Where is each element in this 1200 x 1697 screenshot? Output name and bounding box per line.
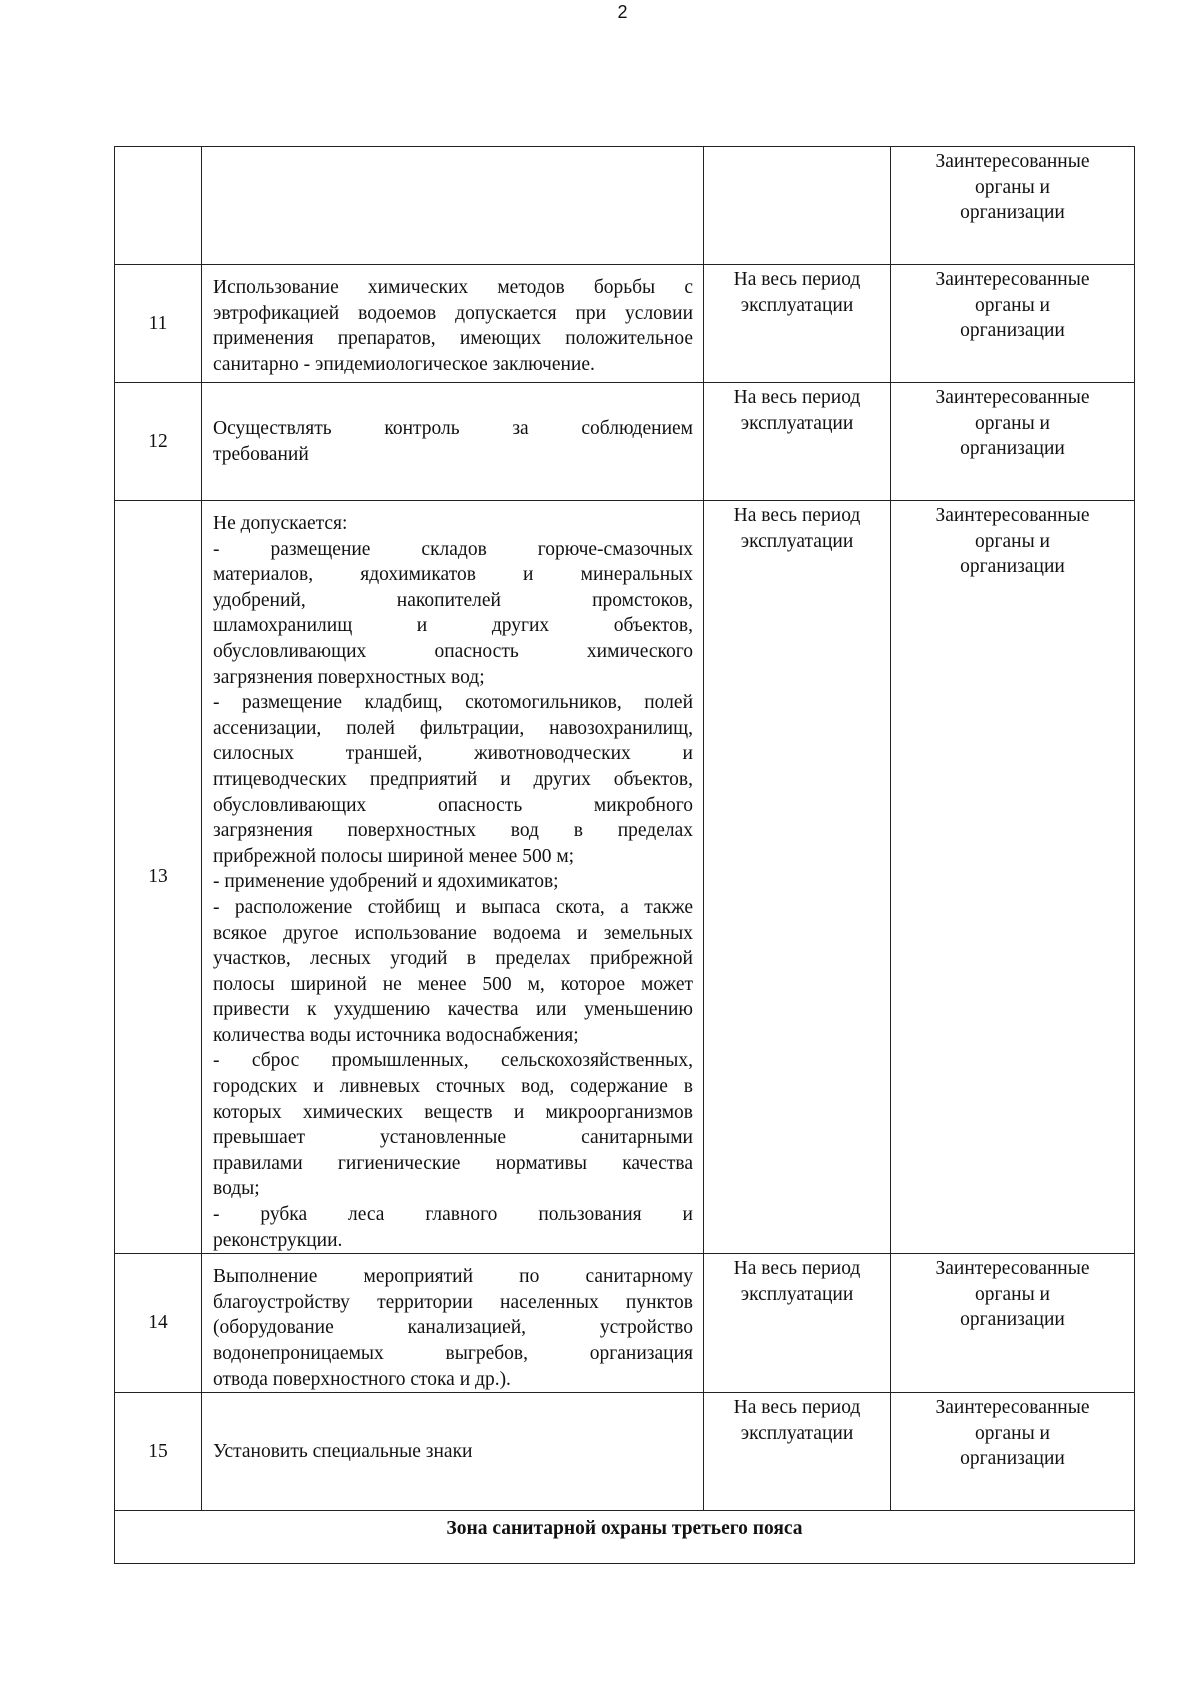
table-row: [115, 1254, 1135, 1393]
text-line: водонепроницаемых выгребов, организация: [213, 1343, 693, 1364]
text-line: загрязнения поверхностных вод;: [213, 666, 485, 688]
text-line: реконструкции.: [213, 1229, 343, 1251]
term-cell: [704, 1393, 891, 1511]
responsible-line: органы и: [974, 530, 1050, 552]
responsible-line: организации: [960, 1448, 1065, 1470]
row-number: 14: [115, 1254, 202, 1393]
term-line: эксплуатации: [740, 294, 854, 316]
term-cell: [704, 1254, 891, 1393]
responsible-line: органы и: [974, 294, 1050, 316]
text-line: привести к ухудшению качества или уменьшению: [213, 999, 693, 1021]
text-line: птицеводческих предприятий и других объектов,: [213, 768, 693, 790]
responsible-line: Заинтересованные: [935, 505, 1090, 526]
measure-text: [202, 383, 704, 501]
text-line: полосы шириной не менее 500 м, которое может: [213, 973, 693, 995]
text-line: материалов, ядохимикатов и минеральных: [213, 564, 693, 586]
term-line: эксплуатации: [740, 1283, 854, 1305]
text-line: - рубка леса главного пользования и: [213, 1204, 693, 1226]
text-line: загрязнения поверхностных вод в пределах: [213, 820, 693, 842]
text-line: Осуществлять контроль за соблюдением: [213, 417, 693, 439]
text-line: - размещение складов горюче-смазочных: [213, 538, 693, 560]
responsible-cell: [891, 383, 1135, 501]
responsible-cell: [891, 265, 1135, 383]
responsible-line: Заинтересованные: [935, 1397, 1090, 1419]
responsible-cell: [891, 147, 1135, 265]
text-line: участков, лесных угодий в пределах прибрежной: [213, 948, 693, 970]
row-number: 15: [115, 1393, 202, 1511]
responsible-line: Заинтересованные: [935, 269, 1090, 290]
term-line: На весь период: [733, 1258, 861, 1280]
responsible-line: органы и: [974, 1283, 1050, 1305]
text-line: обусловливающих опасность микробного: [213, 794, 693, 816]
text-line: - применение удобрений и ядохимикатов;: [213, 871, 559, 893]
responsible-cell: [891, 1393, 1135, 1511]
text-line: всякое другое использование водоема и земельных: [213, 922, 693, 944]
term-line: На весь период: [733, 387, 861, 408]
measure-text: [202, 1393, 704, 1511]
row-number: [115, 147, 202, 265]
text-line: обусловливающих опасность химического: [213, 640, 693, 662]
term-line: эксплуатации: [740, 412, 854, 434]
responsible-line: органы и: [974, 1422, 1050, 1444]
term-cell: [704, 383, 891, 501]
text-line: превышает установленные санитарными: [213, 1127, 693, 1149]
table-row: [115, 1393, 1135, 1511]
zone-heading: Зона санитарной охраны третьего пояса: [115, 1511, 1135, 1564]
term-cell: [704, 147, 891, 265]
measure-text: [202, 501, 704, 1254]
responsible-line: организации: [960, 1309, 1065, 1331]
text-line: количества воды источника водоснабжения;: [213, 1024, 579, 1046]
text-line: ассенизации, полей фильтрации, навозохранилищ,: [213, 717, 693, 739]
page-number: 2: [617, 2, 628, 22]
term-cell: [704, 265, 891, 383]
text-line: - размещение кладбищ, скотомогильников, полей: [213, 692, 693, 714]
responsible-line: органы и: [974, 176, 1050, 198]
table-row: [115, 265, 1135, 383]
text-line: удобрений, накопителей промстоков,: [213, 589, 693, 611]
term-line: На весь период: [733, 505, 861, 526]
text-line: санитарно - эпидемиологическое заключение.: [213, 353, 595, 375]
responsible-line: организации: [960, 438, 1065, 460]
text-line: городских и ливневых сточных вод, содержание в: [213, 1076, 693, 1098]
responsible-line: Заинтересованные: [935, 151, 1090, 172]
text-line: Не допускается:: [213, 513, 348, 534]
text-line: - сброс промышленных, сельскохозяйственных,: [213, 1050, 693, 1072]
row-number: 13: [115, 501, 202, 1254]
measure-text: [202, 147, 704, 265]
responsible-line: организации: [960, 320, 1065, 342]
measure-text: [202, 1254, 704, 1393]
table-row: [115, 147, 1135, 265]
table-row: [115, 501, 1135, 1254]
term-line: На весь период: [733, 1397, 861, 1419]
text-line: применения препаратов, имеющих положительное: [213, 328, 693, 350]
responsible-cell: [891, 1254, 1135, 1393]
responsible-line: Заинтересованные: [935, 387, 1090, 408]
text-line: требований: [213, 443, 309, 465]
measures-table: [114, 146, 1135, 1564]
text-line: прибрежной полосы шириной менее 500 м;: [213, 845, 575, 867]
term-cell: [704, 501, 891, 1254]
term-line: эксплуатации: [740, 1422, 854, 1444]
responsible-line: органы и: [974, 412, 1050, 434]
table-row: [115, 383, 1135, 501]
text-line: - расположение стойбищ и выпаса скота, а также: [213, 896, 693, 918]
text-line: Использование химических методов борьбы с: [213, 277, 693, 298]
term-line: эксплуатации: [740, 530, 854, 552]
text-line: Выполнение мероприятий по санитарному: [213, 1266, 693, 1288]
text-line: которых химических веществ и микроорганизмов: [213, 1101, 693, 1123]
text-line: отвода поверхностного стока и др.).: [213, 1368, 511, 1390]
responsible-line: организации: [960, 556, 1065, 578]
row-number: 11: [115, 265, 202, 383]
zone-heading-row: [115, 1511, 1135, 1564]
text-line: благоустройству территории населенных пунктов: [213, 1291, 693, 1313]
text-line: Установить специальные знаки: [213, 1440, 473, 1462]
responsible-line: Заинтересованные: [935, 1258, 1090, 1280]
term-line: На весь период: [733, 269, 861, 290]
responsible-cell: [891, 501, 1135, 1254]
text-line: шламохранилищ и других объектов,: [213, 615, 693, 637]
text-line: (оборудование канализацией, устройство: [213, 1317, 693, 1339]
text-line: эвтрофикацией водоемов допускается при условии: [213, 302, 693, 324]
row-number: 12: [115, 383, 202, 501]
text-line: силосных траншей, животноводческих и: [213, 743, 693, 765]
measure-text: [202, 265, 704, 383]
text-line: воды;: [213, 1178, 260, 1200]
responsible-line: организации: [960, 202, 1065, 224]
text-line: правилами гигиенические нормативы качества: [213, 1152, 693, 1174]
